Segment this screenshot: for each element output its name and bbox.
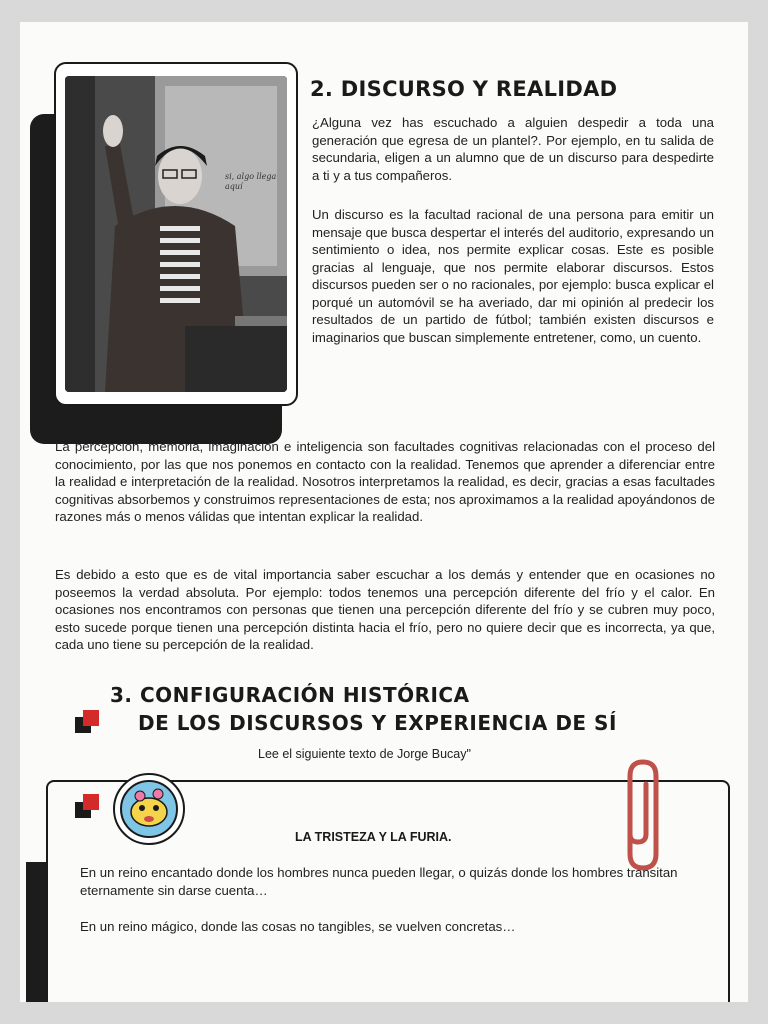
card-side-bar xyxy=(26,862,46,1002)
section3-intro: Lee el siguiente texto de Jorge Bucay" xyxy=(258,747,471,761)
reading-para2: En un reino mágico, donde las cosas no tangibles, se vuelven concretas… xyxy=(80,919,516,934)
section2-para1: ¿Alguna vez has escuchado a alguien despedir a toda una generación que egresa de un plantel?. Por ejemplo, en tu salida de secundaria, eligen a un alumno que de un discurso para despedirte a ti y a tus compañeros. xyxy=(312,115,714,183)
section2-para3: La percepción, memoria, imaginación e inteligencia son facultades cognitivas relacionadas con el proceso del conocimiento, por las que nos ponemos en contacto con la realidad. Tenemos que aprender a diferenciar entre la realidad e interpretación de la realidad. Nosotros interpretamos la realidad, es decir, gracias a esas facultades cognitivas absorbemos y construimos representaciones de esta; nos aproximamos a la realidad apoyándonos de razones más o menos válidas que intentan explicar la realidad. xyxy=(55,439,715,524)
emotions-sticker-icon xyxy=(110,770,188,848)
section3-title-line2: DE LOS DISCURSOS Y EXPERIENCIA DE SÍ xyxy=(138,711,617,735)
speaker-illustration xyxy=(65,76,287,392)
board-text: si, algo llega aquí xyxy=(225,172,277,191)
photo-frame xyxy=(54,62,298,406)
reading-para1: En un reino encantado donde los hombres nunca pueden llegar, o quizás donde los hombres transitan eternamente sin darse cuenta… xyxy=(80,865,678,898)
square-bullet-icon xyxy=(83,710,99,726)
page xyxy=(20,22,748,1002)
square-bullet-icon xyxy=(83,794,99,810)
section2-para2: Un discurso es la facultad racional de una persona para emitir un mensaje que busca despertar el interés del auditorio, expresando un sentimiento o idea, nos permite explicar cosas. Este es posible gracias al lenguaje, que nos permite elaborar discursos. Estos discursos pueden ser o no racionales, por ejemplo: busca explicar el porqué un automóvil se ha averiado, dar mi opinión al predecir los resultados de un partido de fútbol; también existen discursos e imaginarios que buscan simplemente entretener, como, un cuento. xyxy=(312,207,714,345)
section2-title: 2. DISCURSO Y REALIDAD xyxy=(310,77,618,101)
paperclip-icon xyxy=(618,754,668,874)
section2-para4: Es debido a esto que es de vital importancia saber escuchar a los demás y entender que en ocasiones no poseemos la verdad absoluta. Por ejemplo: todos tenemos una percepción diferente del frío y el calor. En ocasiones nos encontramos con personas que tienen una percepción diferente del frío y se cubren muy poco, esto sucede porque tienen una percepción distinta hacia el frío, pero no quiere decir que es incorrecta, ya que, cada uno tiene su percepción de la realidad. xyxy=(55,567,715,652)
speaker-photo xyxy=(65,76,287,392)
reading-title: LA TRISTEZA Y LA FURIA. xyxy=(295,830,452,844)
section3-title-line1: 3. CONFIGURACIÓN HISTÓRICA xyxy=(110,683,470,707)
